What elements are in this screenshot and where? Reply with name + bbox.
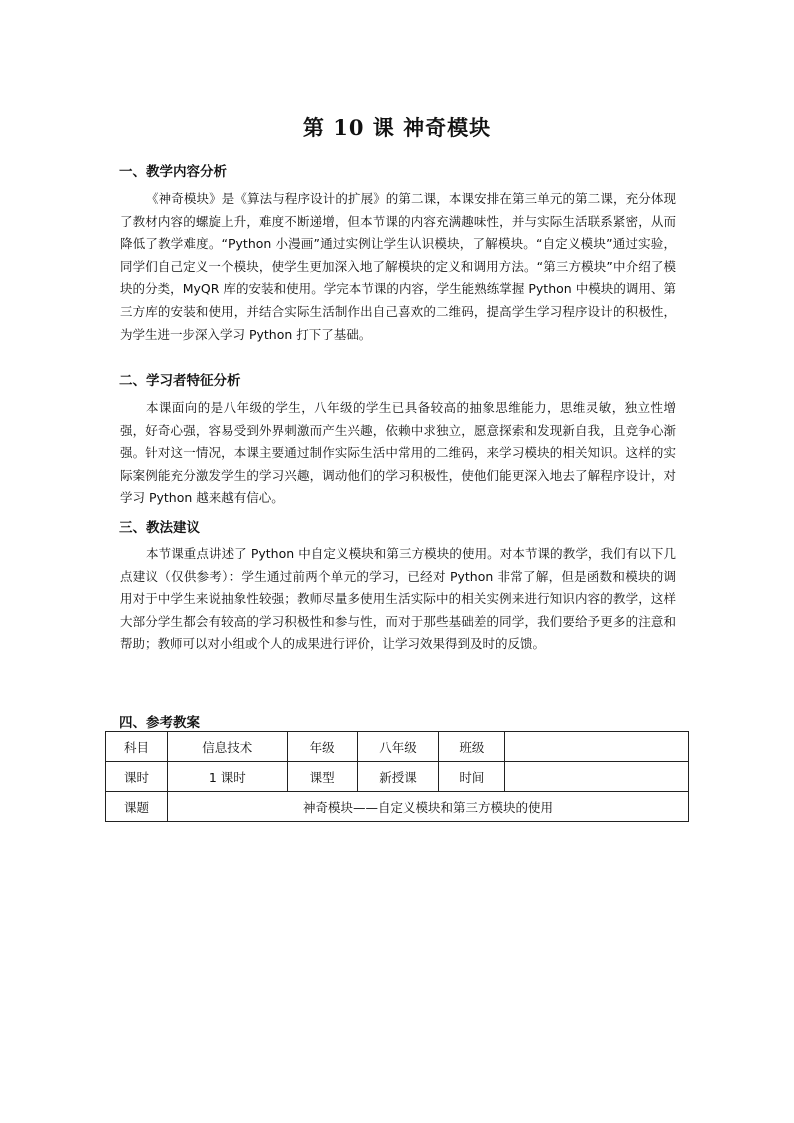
table-cell: 年级	[287, 732, 357, 762]
table-cell-empty	[505, 732, 689, 762]
table-cell: 1 课时	[167, 762, 287, 792]
paragraph-text: 《神奇模块》是《算法与程序设计的扩展》的第二课，本课安排在第三单元的第二课，充分体现了教材内容的螺旋上升，难度不断递增，但本节课的内容充满趣味性，并与实际生活联系紧密，从而降低了教学难度。“Python 小漫画”通过实例让学生认识模块，了解模块。“自定义模块”通过实验，同学们自己定义一个模块，使学生更加深入地了解模块的定义和调用方法。“第三方模块”中介绍了模块的分类，MyQR 库的安装和使用。学完本节课的内容，学生能熟练掌握 Python 中模块的调用、第三方库的安装和使用，并结合实际生活制作出自己喜欢的二维码，提高学生学习程序设计的积极性，为学生进一步深入学习 Python 打下了基础。	[120, 191, 676, 342]
lesson-plan-table	[105, 731, 689, 822]
table-cell: 时间	[439, 762, 505, 792]
section-heading-content-analysis: 一、教学内容分析	[119, 164, 227, 180]
table-cell: 八年级	[357, 732, 439, 762]
section-body-content-analysis	[120, 188, 676, 346]
table-cell-empty	[505, 762, 689, 792]
paragraph-text: 本节课重点讲述了 Python 中自定义模块和第三方模块的使用。对本节课的教学，我们有以下几点建议（仅供参考）：学生通过前两个单元的学习，已经对 Python 非常了解，但是函数和模块的调用对于中学生来说抽象性较强；教师尽量多使用生活实际中的相关实例来进行知识内容的教学，这样大部分学生都会有较高的学习积极性和参与性，而对于那些基础差的同学，我们要给予更多的注意和帮助；教师可以对小组或个人的成果进行评价，让学习效果得到及时的反馈。	[120, 546, 676, 652]
table-cell: 信息技术	[167, 732, 287, 762]
table-cell: 班级	[439, 732, 505, 762]
table-cell: 课题	[106, 792, 168, 822]
section-heading-reference-plan: 四、参考教案	[119, 715, 200, 731]
table-row	[106, 792, 689, 822]
section-heading-teaching-suggestions: 三、教法建议	[119, 520, 200, 536]
table-cell: 新授课	[357, 762, 439, 792]
section-body-learner-analysis	[120, 397, 676, 510]
page-title: 第 10 课 神奇模块	[302, 115, 492, 140]
table-cell-topic: 神奇模块——自定义模块和第三方模块的使用	[167, 792, 688, 822]
table-row	[106, 732, 689, 762]
section-heading-learner-analysis: 二、学习者特征分析	[119, 373, 241, 389]
section-body-teaching-suggestions	[120, 543, 676, 656]
table-row	[106, 762, 689, 792]
paragraph-text: 本课面向的是八年级的学生，八年级的学生已具备较高的抽象思维能力，思维灵敏，独立性增强，好奇心强，容易受到外界刺激而产生兴趣，依赖中求独立，愿意探索和发现新自我，且竞争心渐强。针对这一情况，本课主要通过制作实际生活中常用的二维码，来学习模块的相关知识。这样的实际案例能充分激发学生的学习兴趣，调动他们的学习积极性，使他们能更深入地去了解程序设计，对学习 Python 越来越有信心。	[120, 400, 676, 506]
table-cell: 课时	[106, 762, 168, 792]
table-cell: 科目	[106, 732, 168, 762]
table-cell: 课型	[287, 762, 357, 792]
